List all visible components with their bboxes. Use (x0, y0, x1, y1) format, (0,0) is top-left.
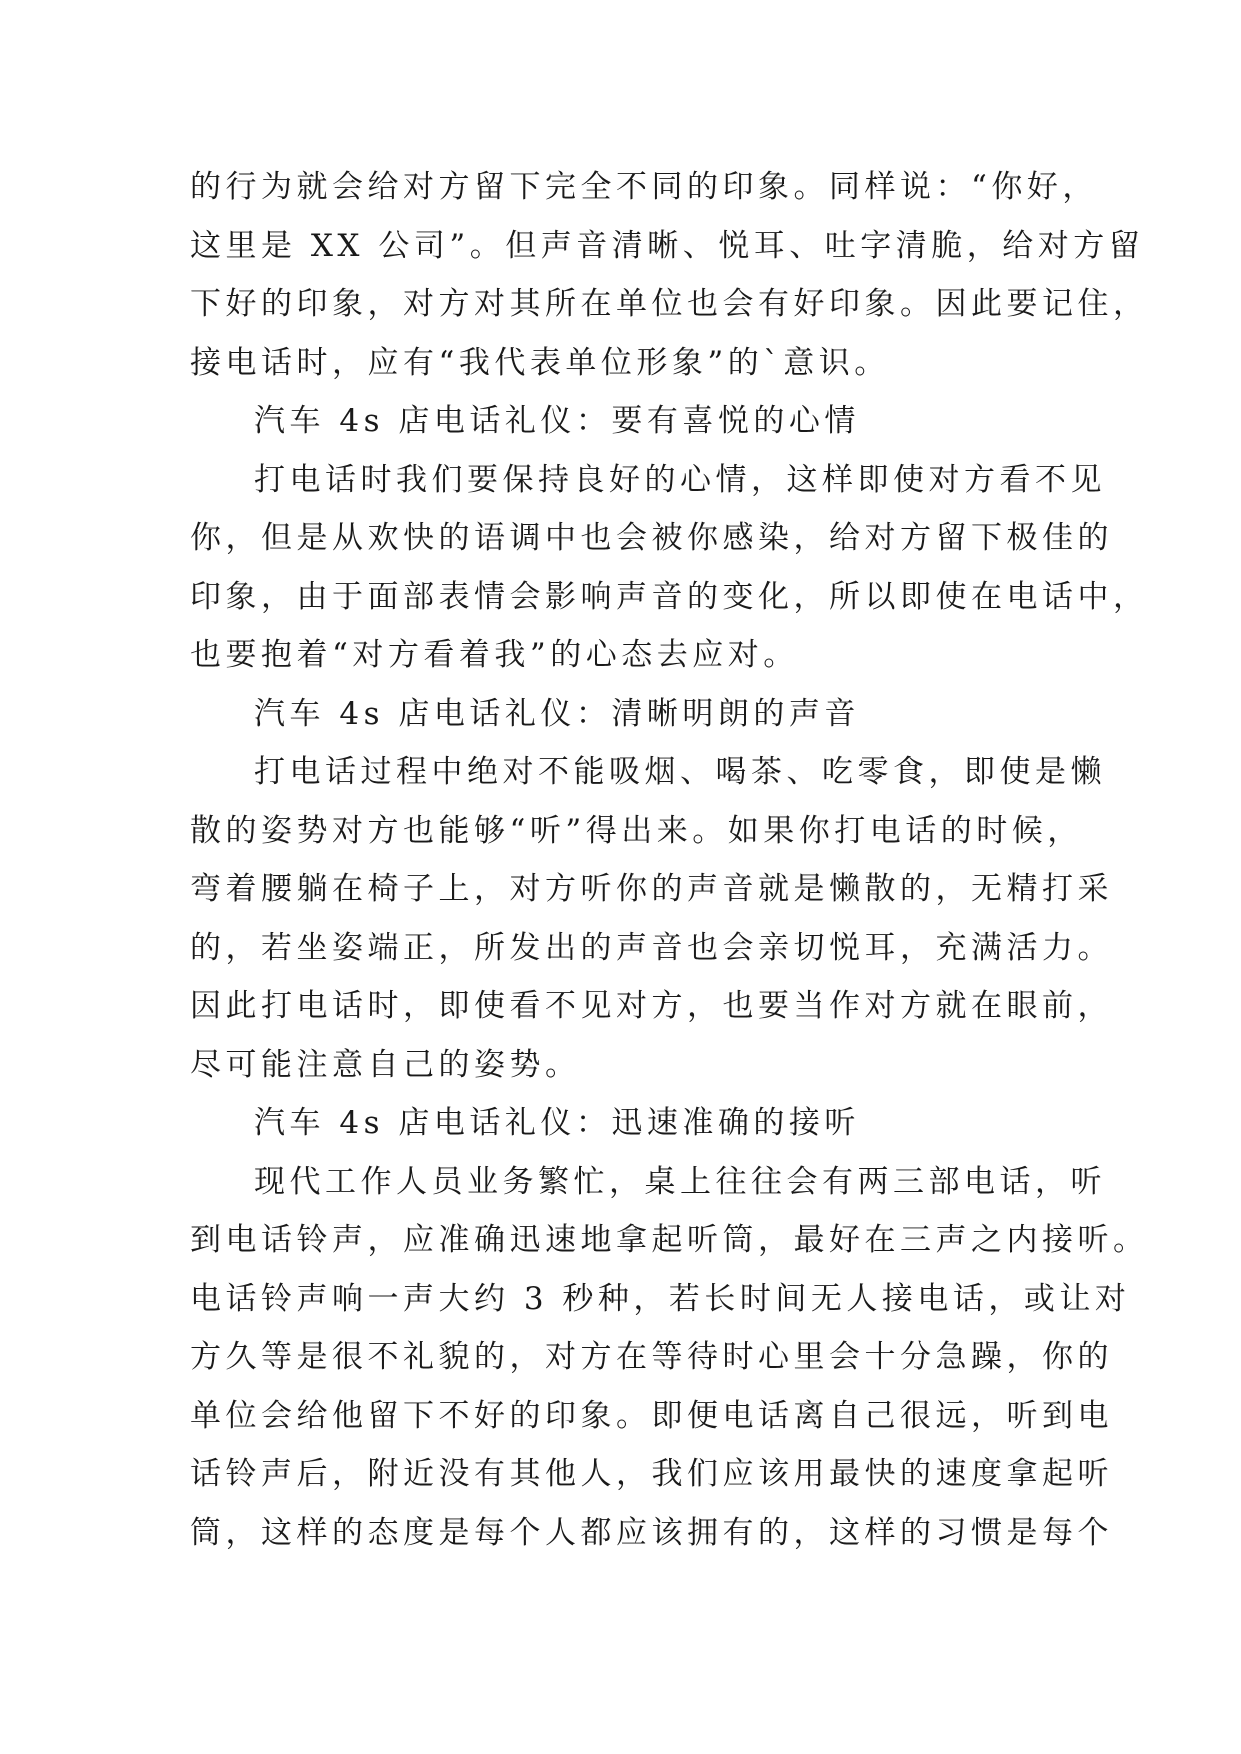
text-line: 因此打电话时，即使看不见对方，也要当作对方就在眼前， (190, 988, 1113, 1024)
paragraph-start-line: 汽车 4s 店电话礼仪：清晰明朗的声音 (254, 695, 860, 732)
text-line: 电话铃声响一声大约 3 秒种，若长时间无人接电话，或让对 (190, 1280, 1131, 1317)
text-line: 尽可能注意自己的姿势。 (190, 1046, 581, 1083)
paragraph-start-line: 汽车 4s 店电话礼仪：迅速准确的接听 (254, 1105, 860, 1141)
text-line: 到电话铃声，应准确迅速地拿起听筒，最好在三声之内接听。 (190, 1222, 1149, 1258)
paragraph-start-line: 打电话过程中绝对不能吸烟、喝茶、吃零食，即使是懒 (254, 754, 1106, 790)
paragraph-start-line: 现代工作人员业务繁忙，桌上往往会有两三部电话，听 (254, 1163, 1106, 1200)
text-line: 弯着腰躺在椅子上，对方听你的声音就是懒散的，无精打采 (190, 871, 1113, 907)
text-line: 筒，这样的态度是每个人都应该拥有的，这样的习惯是每个 (190, 1514, 1113, 1551)
paragraph-start-line: 打电话时我们要保持良好的心情，这样即使对方看不见 (254, 461, 1106, 498)
text-line: 单位会给他留下不好的印象。即便电话离自己很远，听到电 (190, 1397, 1113, 1434)
text-line: 下好的印象，对方对其所在单位也会有好印象。因此要记住， (190, 286, 1149, 322)
text-line: 的，若坐姿端正，所发出的声音也会亲切悦耳，充满活力。 (190, 929, 1113, 966)
text-line: 印象，由于面部表情会影响声音的变化，所以即使在电话中， (190, 578, 1149, 615)
text-line: 散的姿势对方也能够“听”得出来。如果你打电话的时候， (190, 812, 1083, 849)
text-line: 接电话时，应有“我代表单位形象”的`意识。 (190, 344, 890, 381)
text-line: 话铃声后，附近没有其他人，我们应该用最快的速度拿起听 (190, 1456, 1113, 1492)
document-body (190, 158, 1149, 1562)
text-line: 方久等是很不礼貌的，对方在等待时心里会十分急躁，你的 (190, 1339, 1113, 1375)
text-line: 也要抱着“对方看着我”的心态去应对。 (190, 637, 799, 673)
text-line: 这里是 XX 公司”。但声音清晰、悦耳、吐字清脆，给对方留 (190, 227, 1145, 264)
text-line: 的行为就会给对方留下完全不同的印象。同样说：“你好， (190, 169, 1098, 205)
text-line: 你，但是从欢快的语调中也会被你感染，给对方留下极佳的 (190, 520, 1113, 556)
paragraph-start-line: 汽车 4s 店电话礼仪：要有喜悦的心情 (254, 403, 860, 439)
